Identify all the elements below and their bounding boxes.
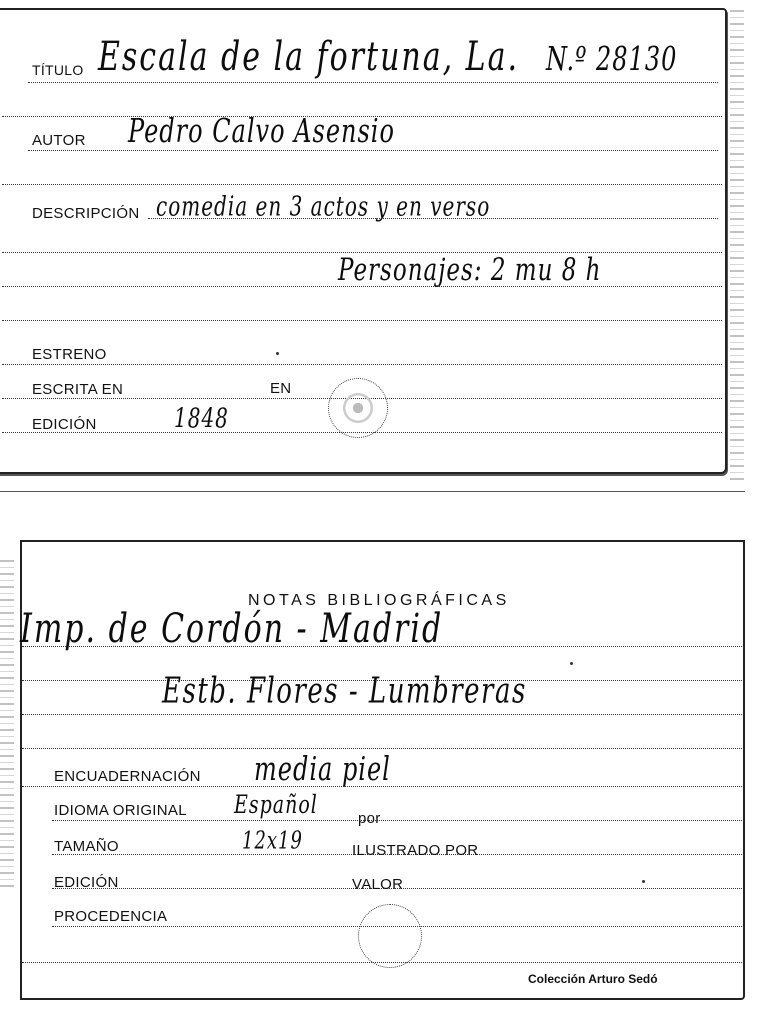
label-escrita-en: ESCRITA EN <box>32 381 124 398</box>
ink-speck <box>642 880 645 883</box>
label-valor: VALOR <box>352 876 404 893</box>
label-edicion-back: EDICIÓN <box>54 874 119 891</box>
ruled-line <box>2 364 722 365</box>
ruled-line <box>28 150 718 151</box>
ink-speck <box>276 352 279 355</box>
ruled-line <box>22 748 742 749</box>
label-edicion: EDICIÓN <box>32 416 97 433</box>
value-titulo: Escala de la fortuna, La. <box>98 33 520 81</box>
label-estreno: ESTRENO <box>32 346 107 363</box>
ink-speck <box>570 662 573 665</box>
ruled-line <box>2 184 722 185</box>
ruled-line <box>2 320 722 321</box>
catalog-card-front <box>0 8 727 474</box>
value-edicion: 1848 <box>174 401 229 434</box>
note-establecimiento: Estb. Flores - Lumbreras <box>162 671 527 712</box>
faded-stamp <box>328 378 388 438</box>
value-personajes: Personajes: 2 mu 8 h <box>338 252 602 288</box>
label-encuadernacion: ENCUADERNACIÓN <box>54 768 201 785</box>
scan-edge-noise-right <box>730 10 744 480</box>
value-tamano: 12x19 <box>242 826 303 855</box>
value-idioma-original: Español <box>234 790 318 820</box>
notes-heading: NOTAS BIBLIOGRÁFICAS <box>248 592 510 609</box>
catalog-card-back <box>20 540 745 1000</box>
label-por: por <box>358 810 381 827</box>
faded-stamp <box>358 904 422 968</box>
label-tamano: TAMAÑO <box>54 838 119 855</box>
value-encuadernacion: media piel <box>254 750 391 788</box>
label-idioma-original: IDIOMA ORIGINAL <box>54 802 187 819</box>
ruled-line <box>22 714 742 715</box>
value-descripcion: comedia en 3 actos y en verso <box>156 189 491 222</box>
scan-separator-line <box>0 491 745 492</box>
label-ilustrado-por: ILUSTRADO POR <box>352 842 479 859</box>
ruled-line <box>28 82 718 83</box>
value-autor: Pedro Calvo Asensio <box>128 112 395 150</box>
label-descripcion: DESCRIPCIÓN <box>32 205 140 222</box>
note-imprenta: Imp. de Cordón - Madrid <box>20 605 444 653</box>
scan-edge-noise-left <box>0 560 14 890</box>
label-procedencia: PROCEDENCIA <box>54 908 168 925</box>
value-numero: N.º 28130 <box>546 40 678 78</box>
label-autor: AUTOR <box>32 132 86 149</box>
label-titulo: TÍTULO <box>32 62 84 78</box>
collection-credit: Colección Arturo Sedó <box>528 972 658 986</box>
ruled-line <box>52 820 742 821</box>
label-en: EN <box>270 380 292 397</box>
